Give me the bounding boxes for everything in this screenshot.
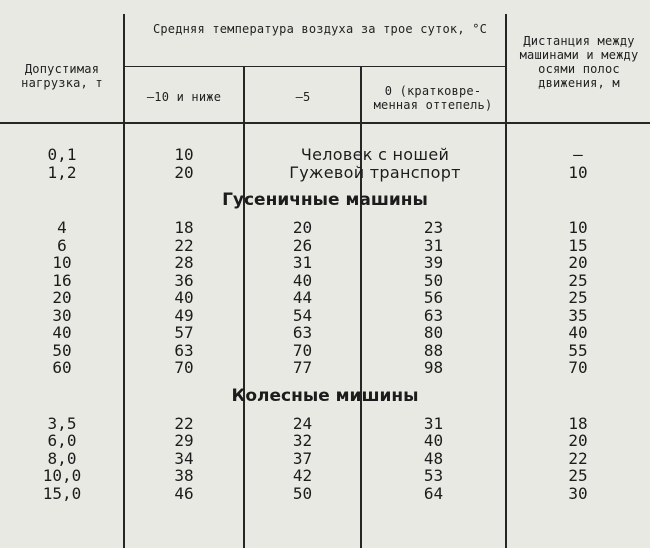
- temp-minus10-cell: 20: [174, 162, 194, 182]
- temp-zero-cell: 31: [423, 413, 444, 433]
- distance-cell: 55: [568, 340, 588, 360]
- temp-minus10-cell: 46: [174, 483, 194, 503]
- temp-minus10-cell: 49: [174, 305, 194, 325]
- table-row: [0, 219, 650, 237]
- header-temp-minus5: —5: [295, 90, 311, 104]
- temp-minus10-cell: 63: [174, 340, 194, 360]
- load-cell: 6: [57, 235, 67, 255]
- temp-minus5-cell: 40: [292, 270, 313, 290]
- load-cell: 8,0: [47, 448, 77, 468]
- temp-zero-cell: 39: [423, 253, 444, 272]
- load-cell: 20: [52, 288, 72, 307]
- temp-zero-cell: 98: [423, 358, 444, 377]
- load-cell: 60: [52, 358, 72, 377]
- distance-cell: 40: [568, 323, 588, 342]
- temp-minus5-cell: 42: [292, 466, 313, 485]
- header-temp-zero: 0 (кратковре-менная оттепель): [373, 84, 493, 112]
- load-cell: 6,0: [47, 431, 77, 450]
- temp-zero-cell: 23: [423, 218, 444, 237]
- temp-minus10-cell: 57: [174, 323, 194, 342]
- temp-minus5-cell: 32: [292, 431, 313, 450]
- distance-cell: —: [573, 145, 583, 164]
- vehicle-type-cell: Гужевой транспорт: [289, 162, 461, 182]
- section-header: [0, 377, 650, 415]
- table-body: [0, 146, 650, 502]
- temp-minus10-cell: 38: [174, 466, 194, 485]
- load-cell: 40: [52, 323, 72, 342]
- load-cell: 0,1: [47, 145, 77, 164]
- section-header: [0, 181, 650, 219]
- header-load: Допустимая нагрузка, т: [21, 62, 103, 90]
- temp-zero-cell: 56: [423, 288, 444, 307]
- temp-zero-cell: 53: [423, 466, 444, 485]
- load-cell: 3,5: [47, 413, 77, 433]
- temp-zero-cell: 40: [423, 431, 444, 450]
- load-cell: 50: [52, 340, 72, 360]
- temp-zero-cell: 50: [423, 270, 444, 290]
- temp-minus5-cell: 63: [292, 323, 313, 342]
- table-row: [0, 342, 650, 360]
- table-row: [0, 359, 650, 377]
- table-row: [0, 450, 650, 468]
- load-cell: 30: [52, 305, 72, 325]
- distance-cell: 30: [568, 483, 588, 503]
- temp-zero-cell: 88: [423, 340, 444, 360]
- section-title: Гусеничные машины: [222, 190, 428, 210]
- load-cell: 10: [52, 253, 72, 272]
- table-row: [0, 485, 650, 503]
- temp-minus5-cell: 31: [292, 253, 313, 272]
- temp-minus5-cell: 70: [292, 340, 313, 360]
- table-row: [0, 307, 650, 325]
- header-bottom-rule: [0, 122, 650, 124]
- temp-minus5-cell: 44: [292, 288, 313, 307]
- distance-cell: 18: [568, 413, 588, 433]
- header-mid-rule: [124, 66, 506, 67]
- distance-cell: 20: [568, 431, 588, 450]
- header-temperature-group: Средняя температура воздуха за трое суток, °С: [152, 22, 488, 36]
- temp-zero-cell: 64: [423, 483, 444, 503]
- load-cell: 15,0: [42, 483, 82, 503]
- distance-cell: 22: [568, 448, 588, 468]
- temp-minus5-cell: 50: [292, 483, 313, 503]
- header-temp-minus10: —10 и ниже: [146, 90, 222, 104]
- table-row: [0, 324, 650, 342]
- temp-minus5-cell: 77: [292, 358, 313, 377]
- temp-zero-cell: 63: [423, 305, 444, 325]
- load-cell: 1,2: [47, 162, 77, 182]
- distance-cell: 10: [568, 162, 588, 182]
- temp-minus10-cell: 36: [174, 270, 194, 290]
- distance-cell: 10: [568, 218, 588, 237]
- temp-minus5-cell: 26: [292, 235, 313, 255]
- distance-cell: 20: [568, 253, 588, 272]
- temp-minus10-cell: 18: [174, 218, 194, 237]
- header-distance: Дистанция между машинами и между осями полос движения, м: [519, 34, 639, 90]
- temp-zero-cell: 80: [423, 323, 444, 342]
- temp-minus10-cell: 29: [174, 431, 194, 450]
- table-row: [0, 254, 650, 272]
- distance-cell: 25: [568, 270, 588, 290]
- table-row: [0, 146, 650, 164]
- temp-minus10-cell: 22: [174, 235, 194, 255]
- load-cell: 16: [52, 270, 72, 290]
- load-cell: 4: [57, 218, 67, 237]
- distance-cell: 25: [568, 466, 588, 485]
- table-row: [0, 237, 650, 255]
- distance-cell: 25: [568, 288, 588, 307]
- distance-cell: 35: [568, 305, 588, 325]
- temp-zero-cell: 31: [423, 235, 444, 255]
- table-row: [0, 467, 650, 485]
- temp-minus10-cell: 40: [174, 288, 194, 307]
- table-row: [0, 272, 650, 290]
- distance-cell: 70: [568, 358, 588, 377]
- data-table: [0, 146, 650, 502]
- temp-minus5-cell: 24: [292, 413, 313, 433]
- section-title: Колесные мишины: [231, 385, 419, 406]
- temp-minus10-cell: 10: [174, 145, 194, 164]
- load-cell: 10,0: [42, 466, 82, 485]
- temp-minus10-cell: 22: [174, 413, 194, 433]
- temp-minus5-cell: 20: [292, 218, 313, 237]
- temp-zero-cell: 48: [423, 448, 444, 468]
- temp-minus10-cell: 28: [174, 253, 194, 272]
- table-row: [0, 415, 650, 433]
- table-row: [0, 164, 650, 182]
- temp-minus5-cell: 37: [292, 448, 313, 468]
- temp-minus10-cell: 70: [174, 358, 194, 377]
- temp-minus10-cell: 34: [174, 448, 194, 468]
- table-row: [0, 432, 650, 450]
- distance-cell: 15: [568, 235, 588, 255]
- vehicle-type-cell: Человек с ношей: [300, 145, 450, 164]
- temp-minus5-cell: 54: [292, 305, 313, 325]
- table-row: [0, 289, 650, 307]
